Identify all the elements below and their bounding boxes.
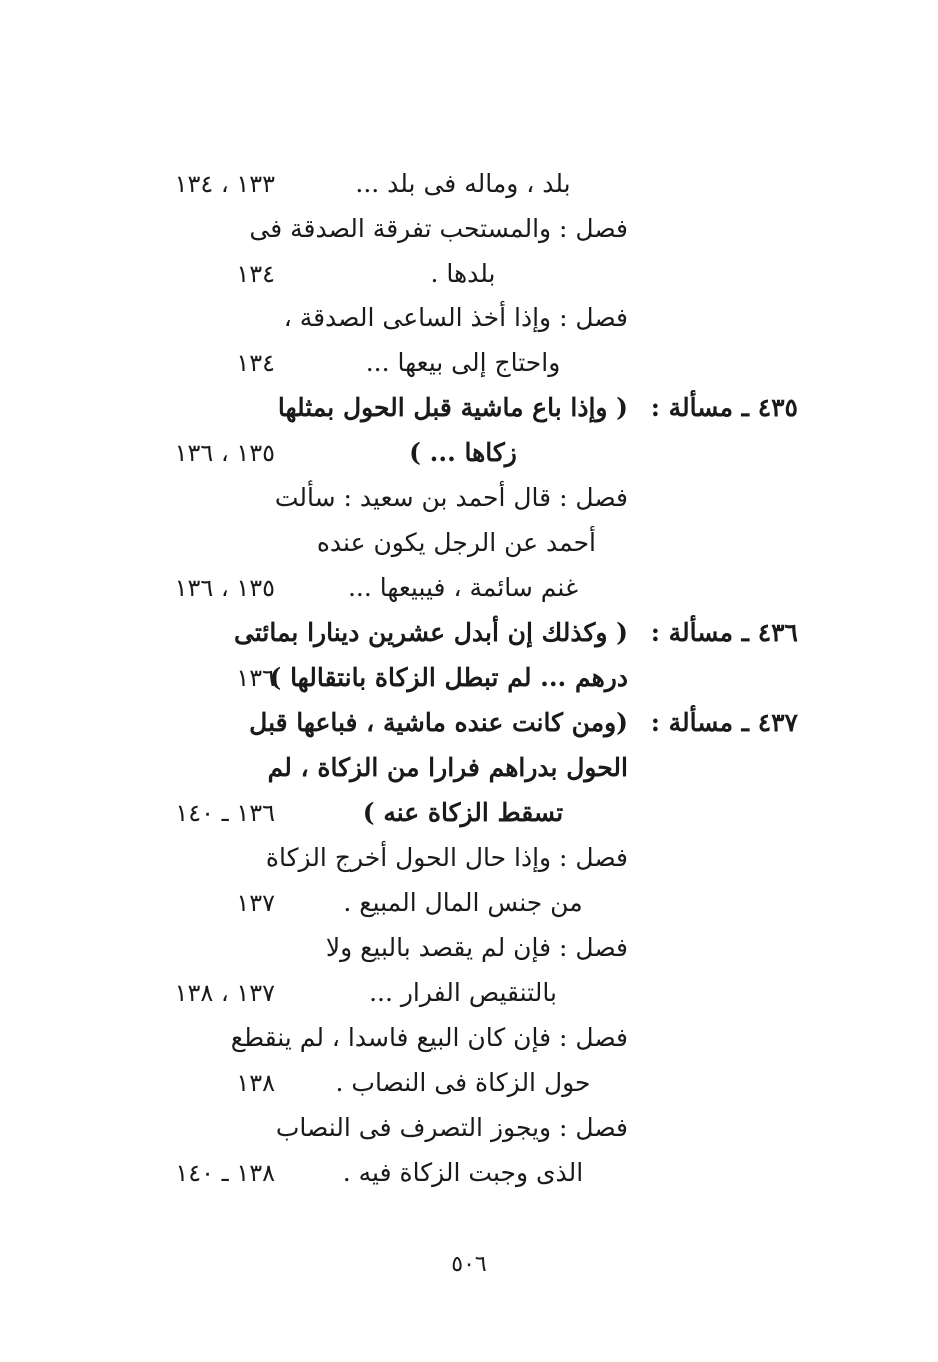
entry-line: الذى وجبت الزكاة فيه . (342, 1158, 584, 1187)
page-reference: ١٣٣ ، ١٣٤ (174, 170, 275, 198)
entry-line: ( وكذلك إن أبدل عشرين دينارا بمائتى (234, 618, 628, 647)
entry-line: فصل : فإن كان البيع فاسدا ، لم ينقطع (230, 1023, 628, 1052)
masala-heading: ٤٣٥ ـ مسألة : (650, 393, 798, 422)
page-reference: ١٣٥ ، ١٣٦ (174, 439, 275, 467)
entry-line: فصل : والمستحب تفرقة الصدقة فى (249, 214, 628, 243)
entry-line: حول الزكاة فى النصاب . (335, 1068, 591, 1097)
entry-line: تسقط الزكاة عنه ) (362, 798, 564, 827)
entry-line: أحمد عن الرجل يكون عنده (316, 528, 596, 557)
page-number: ٥٠٦ (451, 1252, 487, 1277)
entry-line: زكاها ... ) (409, 438, 517, 467)
page-reference: ١٣٧ ، ١٣٨ (174, 979, 275, 1007)
page-reference: ١٣٨ ـ ١٤٠ (175, 1159, 275, 1187)
page-reference: ١٣٤ (236, 260, 275, 288)
entry-line: فصل : وإذا أخذ الساعى الصدقة ، (283, 303, 628, 332)
entry-line: (ومن كانت عنده ماشية ، فباعها قبل (249, 708, 628, 737)
page-reference: ١٣٥ ، ١٣٦ (174, 574, 275, 602)
masala-heading: ٤٣٦ ـ مسألة : (650, 618, 798, 647)
entry-line: الحول بدراهم فرارا من الزكاة ، لم (267, 753, 628, 782)
entry-line: بالتنقيص الفرار ... (369, 978, 557, 1007)
entry-line: فصل : وإذا حال الحول أخرج الزكاة (265, 843, 628, 872)
entry-line: بلدها . (430, 259, 496, 288)
entry-line: فصل : فإن لم يقصد بالبيع ولا (325, 933, 628, 962)
entry-line: بلد ، وماله فى بلد ... (355, 169, 571, 198)
entry-line: واحتاج إلى بيعها ... (365, 348, 561, 377)
page-reference: ١٣٦ ـ ١٤٠ (175, 799, 275, 827)
page-reference: ١٣٧ (236, 889, 275, 917)
entry-line: فصل : قال أحمد بن سعيد : سألت (274, 483, 628, 512)
entry-line: غنم سائمة ، فيبيعها ... (347, 573, 579, 602)
page-reference: ١٣٨ (236, 1069, 275, 1097)
entry-line: فصل : ويجوز التصرف فى النصاب (275, 1113, 628, 1142)
entry-line: درهم ... لم تبطل الزكاة بانتقالها ) (269, 663, 628, 692)
page-reference: ١٣٤ (236, 349, 275, 377)
masala-heading: ٤٣٧ ـ مسألة : (650, 708, 798, 737)
entry-line: من جنس المال المبيع . (343, 888, 583, 917)
page-reference: ١٣٦ (236, 664, 275, 692)
entry-line: ( وإذا باع ماشية قبل الحول بمثلها (277, 393, 628, 422)
